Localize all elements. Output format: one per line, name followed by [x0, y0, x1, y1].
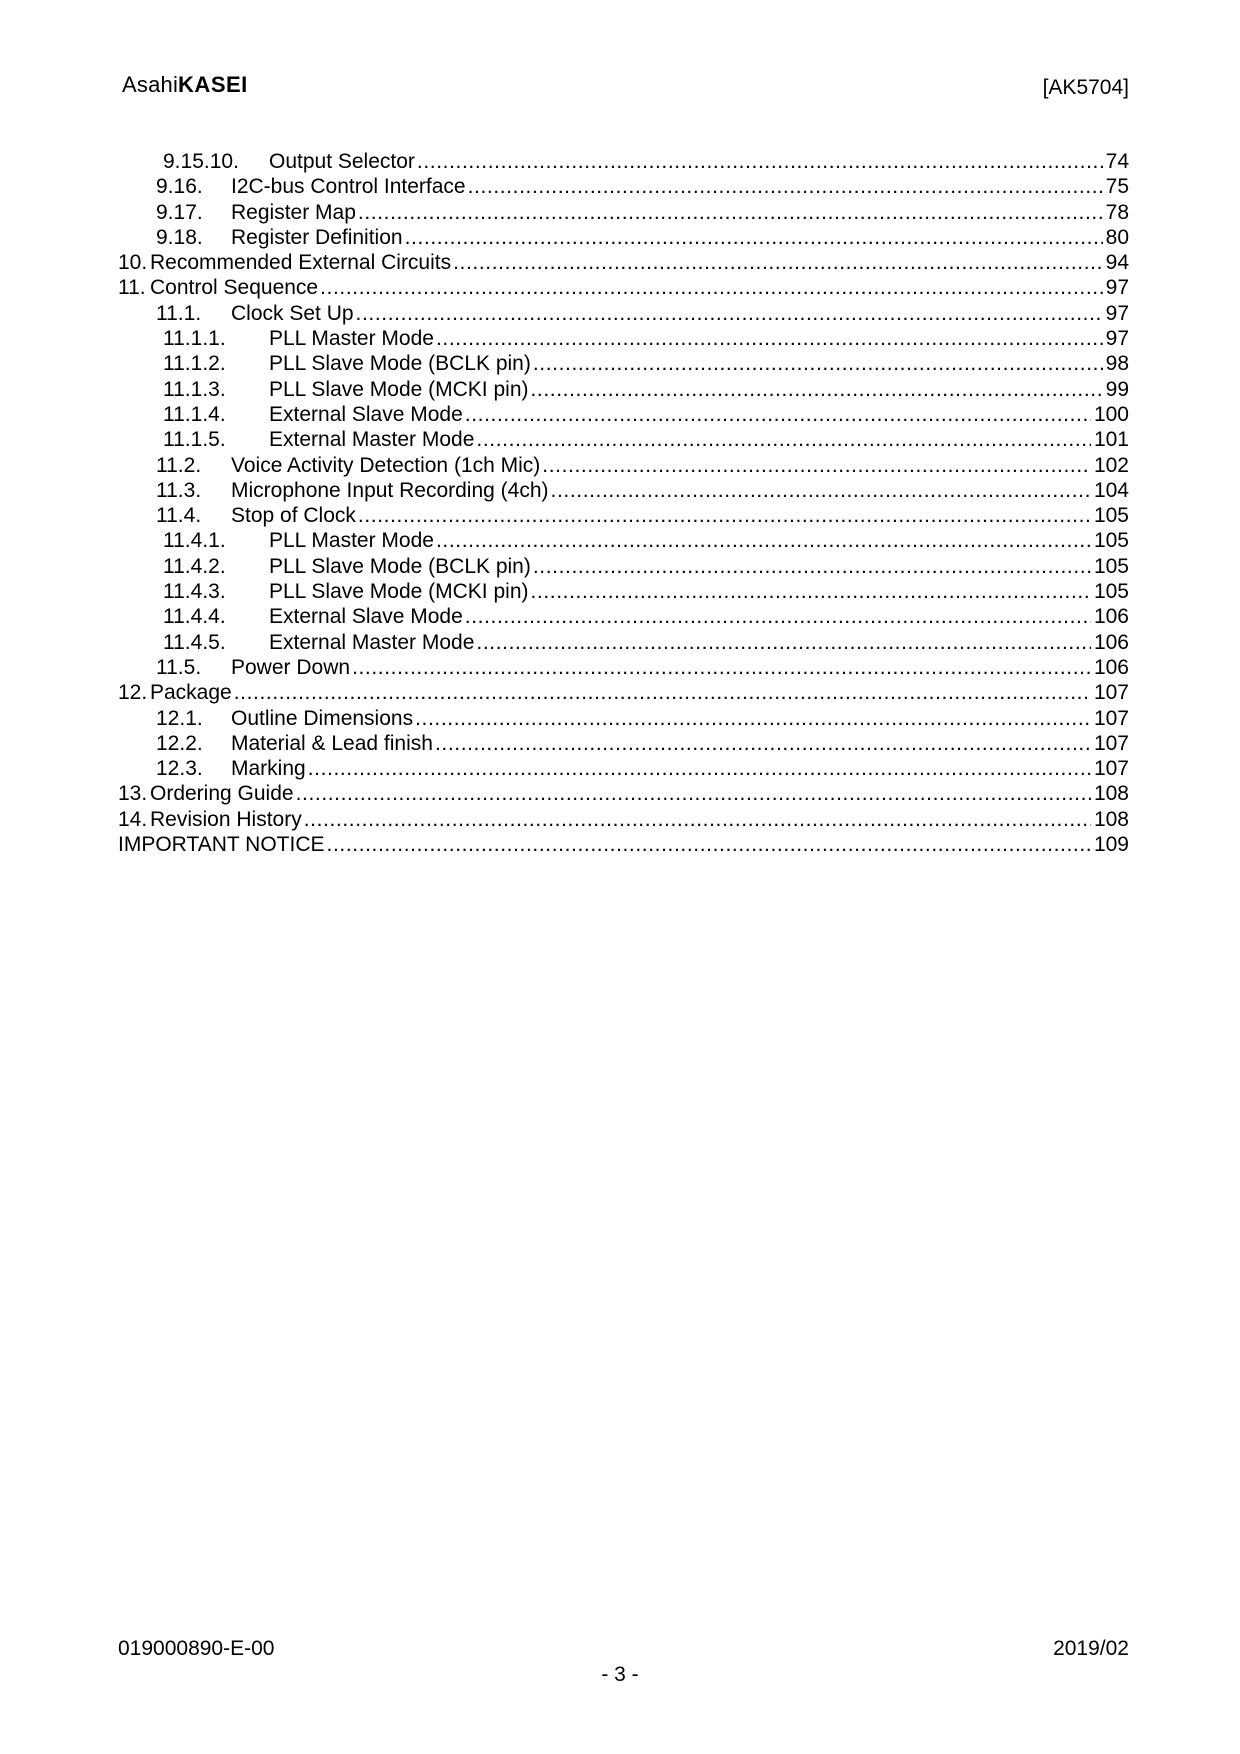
toc-entry-page: 78 — [1105, 200, 1129, 224]
toc-entry[interactable] — [118, 528, 1129, 553]
toc-entry[interactable] — [118, 579, 1129, 604]
toc-entry-title: Microphone Input Recording (4ch) — [231, 478, 549, 502]
toc-entry-number: 12.3. — [156, 757, 203, 781]
toc-entry-title: PLL Slave Mode (MCKI pin) — [269, 580, 529, 604]
toc-entry-title: Recommended External Circuits — [150, 251, 452, 275]
toc-entry-number: 9.16. — [156, 175, 203, 199]
toc-entry-title: PLL Slave Mode (BCLK pin) — [269, 554, 531, 578]
toc-entry-title: Stop of Clock — [231, 504, 356, 528]
toc-entry-title: Register Map — [231, 200, 356, 224]
toc-dot-leader — [327, 832, 1091, 857]
toc-entry-page: 75 — [1105, 175, 1129, 199]
toc-entry[interactable] — [118, 807, 1129, 832]
toc-entry-number: 13. — [118, 782, 148, 806]
toc-entry-number: 11.1.5. — [163, 428, 226, 452]
toc-dot-leader — [453, 250, 1103, 275]
toc-entry-page: 105 — [1093, 554, 1129, 578]
toc-entry-number: 11.2. — [156, 453, 202, 477]
logo-text-bold: KASEI — [178, 72, 248, 97]
toc-entry-page: 97 — [1105, 327, 1129, 351]
toc-entry-title: Package — [150, 681, 232, 705]
toc-entry-page: 104 — [1093, 478, 1129, 502]
toc-entry-title: PLL Slave Mode (MCKI pin) — [269, 377, 529, 401]
toc-entry-page: 106 — [1093, 630, 1129, 654]
toc-entry[interactable] — [118, 250, 1129, 275]
toc-entry-title: External Slave Mode — [269, 605, 463, 629]
toc-dot-leader — [320, 275, 1103, 300]
toc-dot-leader — [296, 781, 1091, 806]
company-logo — [122, 72, 248, 98]
toc-entry[interactable] — [118, 225, 1129, 250]
toc-dot-leader — [468, 174, 1103, 199]
toc-entry[interactable] — [118, 503, 1129, 528]
logo-text-light: Asahi — [122, 72, 179, 97]
toc-entry[interactable] — [118, 149, 1129, 174]
toc-entry[interactable] — [118, 832, 1129, 857]
toc-dot-leader — [415, 706, 1091, 731]
toc-dot-leader — [417, 149, 1103, 174]
toc-entry[interactable] — [118, 604, 1129, 629]
toc-entry[interactable] — [118, 301, 1129, 326]
toc-entry-page: 107 — [1093, 731, 1129, 755]
toc-dot-leader — [465, 402, 1091, 427]
toc-dot-leader — [542, 453, 1091, 478]
toc-entry-number: 11.4. — [156, 504, 202, 528]
toc-entry-title: Clock Set Up — [231, 301, 354, 325]
footer-date: 2019/02 — [1053, 1637, 1129, 1660]
toc-entry[interactable] — [118, 706, 1129, 731]
toc-dot-leader — [533, 554, 1091, 579]
toc-entry-number: 10. — [118, 251, 148, 275]
toc-dot-leader — [465, 604, 1091, 629]
toc-entry-page: 107 — [1093, 706, 1129, 730]
toc-dot-leader — [234, 680, 1091, 705]
toc-dot-leader — [476, 427, 1091, 452]
toc-entry-page: 105 — [1093, 529, 1129, 553]
toc-entry-title: Revision History — [150, 807, 302, 831]
toc-entry-title: Ordering Guide — [150, 782, 294, 806]
toc-entry[interactable] — [118, 554, 1129, 579]
toc-entry-page: 100 — [1093, 402, 1129, 426]
toc-entry-number: 11.1.3. — [163, 377, 226, 401]
toc-entry-number: 11.1. — [156, 301, 202, 325]
toc-entry[interactable] — [118, 427, 1129, 452]
toc-dot-leader — [436, 528, 1091, 553]
toc-dot-leader — [356, 301, 1103, 326]
toc-entry-number: 11. — [118, 276, 146, 300]
toc-entry-page: 105 — [1093, 504, 1129, 528]
toc-entry-page: 102 — [1093, 453, 1129, 477]
toc-entry-page: 106 — [1093, 655, 1129, 679]
toc-entry-title: IMPORTANT NOTICE — [118, 833, 325, 857]
toc-entry-page: 98 — [1105, 352, 1129, 376]
toc-dot-leader — [405, 225, 1103, 250]
toc-entry-number: 11.4.3. — [163, 580, 226, 604]
toc-entry-number: 11.1.1. — [163, 327, 226, 351]
toc-entry-title: PLL Master Mode — [269, 529, 434, 553]
toc-entry-title: External Slave Mode — [269, 402, 463, 426]
toc-entry[interactable] — [118, 731, 1129, 756]
toc-entry-title: Material & Lead finish — [231, 731, 433, 755]
toc-entry-title: Register Definition — [231, 225, 403, 249]
toc-entry-number: 11.3. — [156, 478, 202, 502]
toc-dot-leader — [358, 503, 1091, 528]
toc-dot-leader — [476, 630, 1091, 655]
toc-entry-number: 11.1.4. — [163, 402, 226, 426]
toc-entry[interactable] — [118, 351, 1129, 376]
toc-entry-page: 80 — [1105, 225, 1129, 249]
toc-entry-title: Output Selector — [269, 150, 415, 173]
toc-dot-leader — [304, 807, 1091, 832]
toc-entry-title: PLL Slave Mode (BCLK pin) — [269, 352, 531, 376]
toc-entry-number: 11.4.1. — [163, 529, 226, 553]
toc-entry[interactable] — [118, 326, 1129, 351]
toc-entry[interactable] — [118, 174, 1129, 199]
toc-entry-title: Control Sequence — [150, 276, 319, 300]
toc-entry[interactable] — [118, 402, 1129, 427]
toc-dot-leader — [358, 200, 1103, 225]
toc-entry[interactable] — [118, 781, 1129, 806]
toc-entry[interactable] — [118, 200, 1129, 225]
toc-entry-page: 107 — [1093, 757, 1129, 781]
toc-entry-title: Marking — [231, 757, 306, 781]
toc-entry-title: I2C-bus Control Interface — [231, 175, 466, 199]
table-of-contents — [118, 149, 1129, 857]
toc-entry-title: External Master Mode — [269, 630, 475, 654]
toc-entry-title: External Master Mode — [269, 428, 475, 452]
toc-entry-number: 9.15.10. — [163, 150, 239, 173]
toc-entry[interactable] — [118, 377, 1129, 402]
toc-entry-number: 9.17. — [156, 200, 203, 224]
toc-entry[interactable] — [118, 630, 1129, 655]
document-id: [AK5704] — [1042, 76, 1129, 99]
footer-doc-number: 019000890-E-00 — [118, 1637, 275, 1660]
footer-page-number: - 3 - — [601, 1663, 639, 1686]
toc-entry-page: 108 — [1093, 782, 1129, 806]
toc-entry-page: 109 — [1093, 833, 1129, 857]
toc-entry[interactable] — [118, 655, 1129, 680]
toc-entry-number: 12. — [118, 681, 148, 705]
toc-entry-title: Outline Dimensions — [231, 706, 414, 730]
toc-dot-leader — [551, 478, 1091, 503]
toc-entry-title: PLL Master Mode — [269, 327, 434, 351]
toc-entry-page: 105 — [1093, 580, 1129, 604]
toc-entry-page: 106 — [1093, 605, 1129, 629]
toc-entry[interactable] — [118, 478, 1129, 503]
toc-entry[interactable] — [118, 680, 1129, 705]
toc-entry-title: Power Down — [231, 655, 351, 679]
toc-dot-leader — [533, 351, 1103, 376]
toc-entry-number: 11.4.2. — [163, 554, 226, 578]
toc-entry[interactable] — [118, 275, 1129, 300]
toc-dot-leader — [436, 326, 1103, 351]
toc-entry-title: Voice Activity Detection (1ch Mic) — [231, 453, 541, 477]
toc-dot-leader — [352, 655, 1091, 680]
toc-entry-page: 108 — [1093, 807, 1129, 831]
toc-entry-page: 97 — [1105, 276, 1129, 300]
toc-entry[interactable] — [118, 453, 1129, 478]
toc-entry-number: 12.2. — [156, 731, 203, 755]
toc-entry-page: 94 — [1105, 251, 1129, 275]
toc-entry-page: 101 — [1093, 428, 1129, 452]
toc-entry-number: 9.18. — [156, 225, 203, 249]
toc-entry-page: 74 — [1105, 150, 1129, 173]
toc-entry-page: 99 — [1105, 377, 1129, 401]
toc-entry-number: 12.1. — [156, 706, 203, 730]
toc-entry-number: 11.4.5. — [163, 630, 226, 654]
toc-entry[interactable] — [118, 756, 1129, 781]
toc-entry-number: 11.4.4. — [163, 605, 226, 629]
toc-entry-number: 11.1.2. — [163, 352, 226, 376]
toc-dot-leader — [531, 377, 1103, 402]
toc-entry-number: 11.5. — [156, 655, 202, 679]
toc-dot-leader — [435, 731, 1091, 756]
toc-dot-leader — [531, 579, 1091, 604]
page-header — [122, 68, 1129, 108]
toc-entry-number: 14. — [118, 807, 148, 831]
toc-entry-page: 97 — [1105, 301, 1129, 325]
toc-dot-leader — [308, 756, 1091, 781]
toc-entry-page: 107 — [1093, 681, 1129, 705]
